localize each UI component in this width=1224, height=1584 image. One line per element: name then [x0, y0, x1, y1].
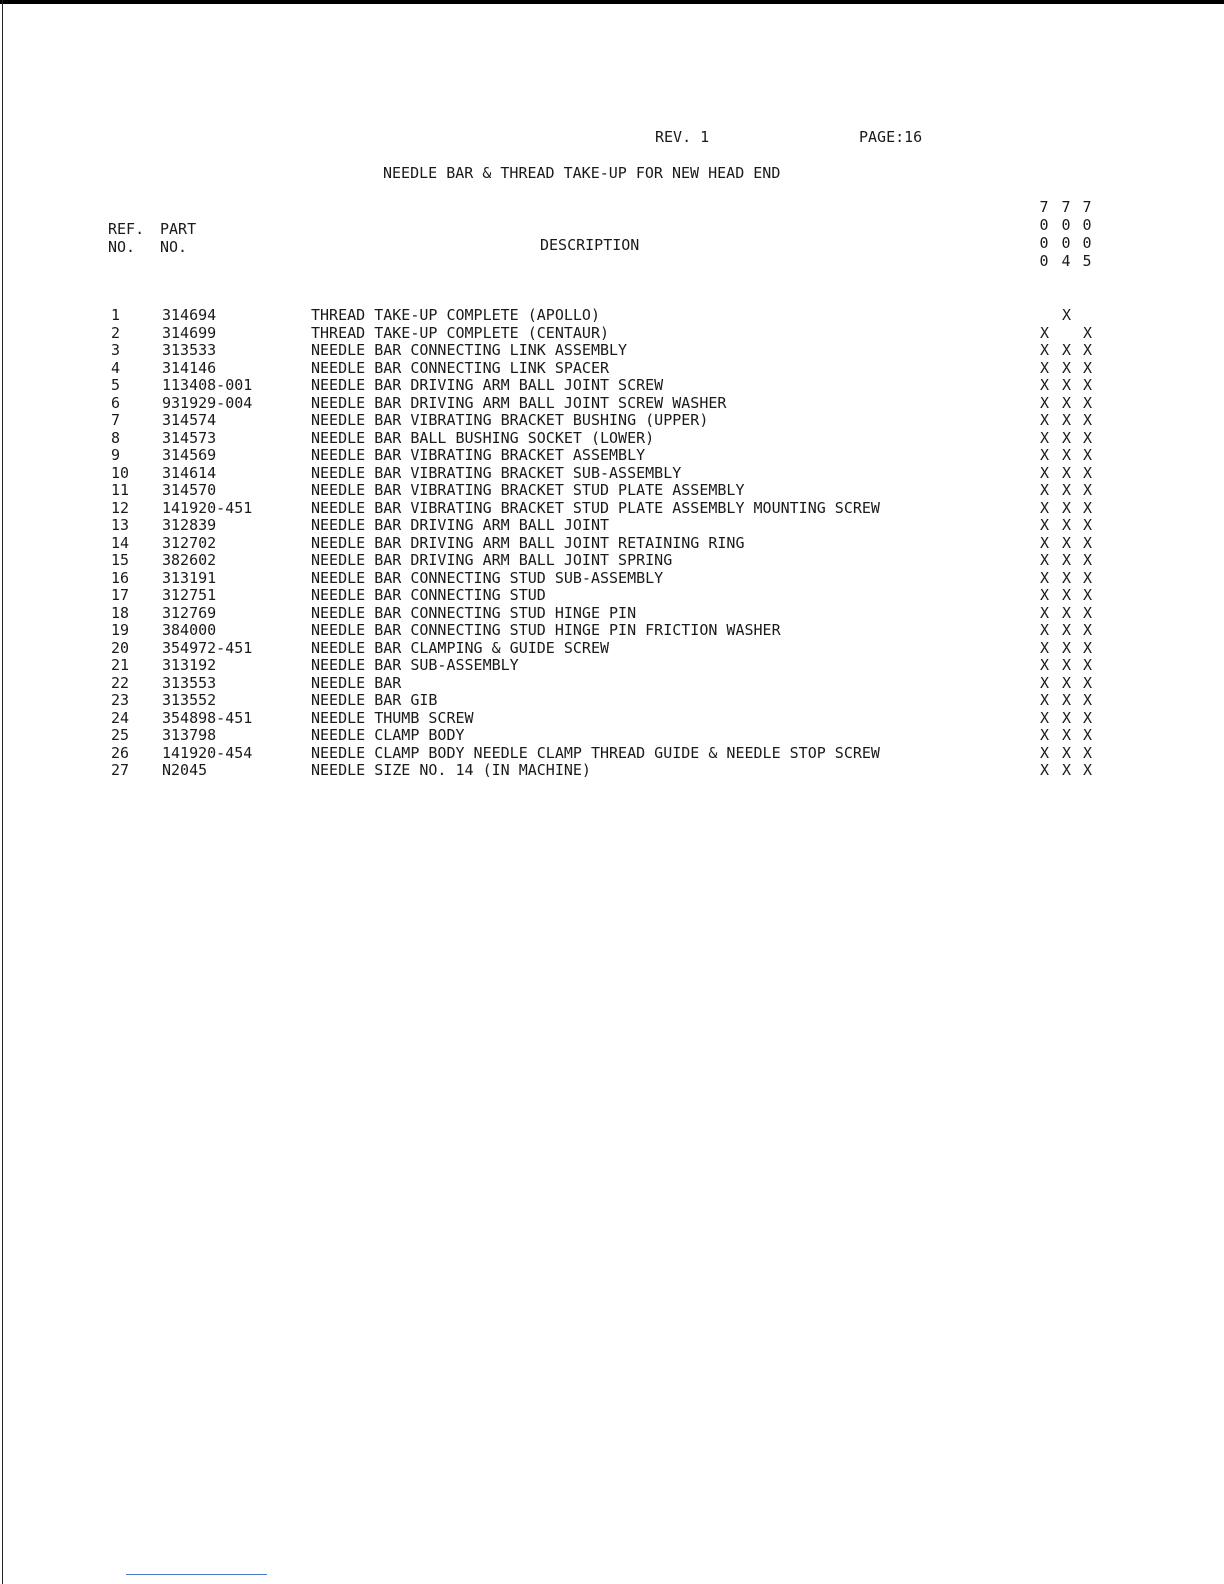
part-description: NEEDLE BAR SUB-ASSEMBLY	[311, 656, 519, 674]
model-7004-mark: X	[1062, 568, 1072, 587]
part-header-line1: PART	[160, 220, 197, 238]
table-row	[0, 395, 1224, 413]
table-row	[0, 377, 1224, 395]
part-description: NEEDLE BAR VIBRATING BRACKET SUB-ASSEMBLY	[311, 463, 682, 482]
model-7000-mark: X	[1040, 586, 1050, 604]
part-description: NEEDLE BAR CLAMPING & GUIDE SCREW	[311, 638, 610, 657]
ref-number: 18	[111, 603, 130, 622]
model-7004-mark: X	[1062, 498, 1072, 517]
model-7000-mark: X	[1040, 708, 1050, 727]
model-digit: 5	[1082, 252, 1092, 270]
table-row	[0, 657, 1224, 675]
ref-number: 8	[111, 428, 121, 447]
table-row	[0, 342, 1224, 360]
model-7000-mark: X	[1040, 358, 1050, 377]
model-7000-mark: X	[1040, 743, 1050, 762]
model-7005-mark: X	[1083, 708, 1093, 727]
table-row	[0, 307, 1224, 325]
ref-number: 9	[111, 446, 121, 464]
table-row	[0, 745, 1224, 763]
model-7004-mark: X	[1062, 586, 1072, 604]
model-7000-mark: X	[1040, 638, 1050, 657]
model-7004-mark: X	[1062, 708, 1072, 727]
ref-number: 25	[111, 726, 130, 744]
part-number: 313192	[162, 656, 217, 674]
model-7000-mark: X	[1040, 673, 1050, 692]
part-description: NEEDLE BAR DRIVING ARM BALL JOINT SCREW	[311, 376, 664, 394]
model-7004-mark: X	[1062, 306, 1072, 324]
model-digit: 0	[1082, 234, 1092, 252]
model-7005-mark: X	[1083, 428, 1093, 447]
part-number: 313552	[162, 691, 217, 709]
model-7005-mark: X	[1083, 446, 1093, 464]
part-number: 382602	[162, 551, 217, 569]
part-number: 931929-004	[162, 393, 253, 412]
ref-number: 15	[111, 551, 130, 569]
ref-number: 3	[111, 341, 121, 359]
model-7005-mark: X	[1083, 323, 1093, 342]
model-7000-mark: X	[1040, 533, 1050, 552]
model-7005-mark: X	[1083, 656, 1093, 674]
model-7004-mark: X	[1062, 691, 1072, 709]
model-7004-mark: X	[1062, 341, 1072, 359]
table-row	[0, 465, 1224, 483]
ref-number: 14	[111, 533, 130, 552]
model-7004-mark: X	[1062, 516, 1072, 534]
part-description: NEEDLE BAR VIBRATING BRACKET STUD PLATE ASSEMBLY MOUNTING SCREW	[311, 498, 880, 517]
part-number: 313798	[162, 726, 217, 744]
model-digit: 7	[1039, 198, 1049, 216]
part-description: NEEDLE BAR CONNECTING STUD HINGE PIN	[311, 603, 637, 622]
part-description: NEEDLE BAR CONNECTING STUD SUB-ASSEMBLY	[311, 568, 664, 587]
table-row	[0, 412, 1224, 430]
model-7004-mark: X	[1062, 603, 1072, 622]
part-number: 312839	[162, 516, 217, 534]
model-7000-mark: X	[1040, 761, 1050, 779]
part-number: 141920-451	[162, 498, 253, 517]
revision-label: REV. 1	[655, 128, 710, 146]
ref-number: 1	[111, 306, 121, 324]
model-7005-mark: X	[1083, 498, 1093, 517]
ref-number: 22	[111, 673, 130, 692]
ref-number: 10	[111, 463, 130, 482]
part-number: 313553	[162, 673, 217, 692]
model-digit: 0	[1039, 252, 1049, 270]
model-7000-mark: X	[1040, 516, 1050, 534]
part-description: NEEDLE BAR	[311, 673, 402, 692]
model-7005-mark: X	[1083, 586, 1093, 604]
part-description: NEEDLE BAR DRIVING ARM BALL JOINT SPRING	[311, 551, 673, 569]
ref-number: 19	[111, 621, 130, 639]
part-description: NEEDLE BAR VIBRATING BRACKET BUSHING (UPPER)	[311, 411, 709, 429]
ref-number: 16	[111, 568, 130, 587]
model-7005-mark: X	[1083, 481, 1093, 499]
table-row	[0, 447, 1224, 465]
part-description: NEEDLE BAR CONNECTING STUD	[311, 586, 546, 604]
part-description: NEEDLE BAR CONNECTING LINK SPACER	[311, 358, 610, 377]
model-7000-mark: X	[1040, 393, 1050, 412]
model-digit: 0	[1082, 216, 1092, 234]
ref-number: 12	[111, 498, 130, 517]
model-7004-mark: X	[1062, 533, 1072, 552]
part-number: 314570	[162, 481, 217, 499]
part-number: 313191	[162, 568, 217, 587]
part-number: N2045	[162, 761, 208, 779]
model-7004-mark: X	[1062, 726, 1072, 744]
model-7004-mark: X	[1062, 638, 1072, 657]
model-7000-mark: X	[1040, 691, 1050, 709]
part-description: NEEDLE BAR DRIVING ARM BALL JOINT RETAINING RING	[311, 533, 745, 552]
ref-number: 4	[111, 358, 121, 377]
table-row	[0, 360, 1224, 378]
table-row	[0, 570, 1224, 588]
ref-number: 27	[111, 761, 130, 779]
table-row	[0, 640, 1224, 658]
model-7000-mark: X	[1040, 568, 1050, 587]
table-row	[0, 587, 1224, 605]
model-7004-mark: X	[1062, 481, 1072, 499]
table-row	[0, 535, 1224, 553]
model-7004-mark: X	[1062, 446, 1072, 464]
part-description: NEEDLE CLAMP BODY	[311, 726, 465, 744]
model-7005-mark: X	[1083, 516, 1093, 534]
model-7005-mark: X	[1083, 603, 1093, 622]
model-7004-mark: X	[1062, 743, 1072, 762]
model-7004-mark: X	[1062, 761, 1072, 779]
part-number: 314699	[162, 323, 217, 342]
model-column-header	[1038, 198, 1050, 270]
model-digit: 0	[1061, 234, 1071, 252]
model-7005-mark: X	[1083, 691, 1093, 709]
model-7004-mark: X	[1062, 656, 1072, 674]
part-description: NEEDLE BAR GIB	[311, 691, 438, 709]
ref-number: 24	[111, 708, 130, 727]
scan-artifact-line	[126, 1574, 267, 1575]
part-number: 384000	[162, 621, 217, 639]
ref-number: 2	[111, 323, 121, 342]
model-7004-mark: X	[1062, 428, 1072, 447]
model-7000-mark: X	[1040, 463, 1050, 482]
model-7000-mark: X	[1040, 376, 1050, 394]
model-7005-mark: X	[1083, 726, 1093, 744]
model-7000-mark: X	[1040, 621, 1050, 639]
page-top-border	[0, 0, 1224, 4]
model-7004-mark: X	[1062, 463, 1072, 482]
part-number: 312702	[162, 533, 217, 552]
model-7005-mark: X	[1083, 376, 1093, 394]
part-number: 312751	[162, 586, 217, 604]
model-7004-mark: X	[1062, 393, 1072, 412]
model-7005-mark: X	[1083, 621, 1093, 639]
table-row	[0, 762, 1224, 780]
model-7005-mark: X	[1083, 533, 1093, 552]
model-7000-mark: X	[1040, 656, 1050, 674]
table-row	[0, 430, 1224, 448]
model-digit: 7	[1061, 198, 1071, 216]
model-7005-mark: X	[1083, 638, 1093, 657]
part-description: NEEDLE BAR CONNECTING STUD HINGE PIN FRICTION WASHER	[311, 621, 781, 639]
model-7000-mark: X	[1040, 411, 1050, 429]
part-description: NEEDLE CLAMP BODY NEEDLE CLAMP THREAD GUIDE & NEEDLE STOP SCREW	[311, 743, 880, 762]
ref-number: 17	[111, 586, 130, 604]
model-7000-mark: X	[1040, 498, 1050, 517]
part-description: NEEDLE BAR BALL BUSHING SOCKET (LOWER)	[311, 428, 655, 447]
model-7004-mark: X	[1062, 621, 1072, 639]
part-description: NEEDLE BAR DRIVING ARM BALL JOINT SCREW WASHER	[311, 393, 727, 412]
model-7000-mark: X	[1040, 551, 1050, 569]
table-row	[0, 727, 1224, 745]
part-description: NEEDLE BAR VIBRATING BRACKET STUD PLATE ASSEMBLY	[311, 481, 745, 499]
model-7005-mark: X	[1083, 761, 1093, 779]
page-left-border	[2, 0, 3, 1584]
ref-header-line1: REF.	[108, 220, 145, 238]
model-column-header	[1081, 198, 1093, 270]
part-number: 312769	[162, 603, 217, 622]
model-7005-mark: X	[1083, 551, 1093, 569]
model-7004-mark: X	[1062, 551, 1072, 569]
model-7005-mark: X	[1083, 568, 1093, 587]
part-description: NEEDLE SIZE NO. 14 (IN MACHINE)	[311, 761, 591, 779]
ref-number: 5	[111, 376, 121, 394]
table-row	[0, 517, 1224, 535]
model-7000-mark: X	[1040, 481, 1050, 499]
ref-number: 13	[111, 516, 130, 534]
description-header: DESCRIPTION	[540, 236, 640, 254]
table-row	[0, 605, 1224, 623]
part-number: 354898-451	[162, 708, 253, 727]
model-7005-mark: X	[1083, 463, 1093, 482]
model-column-header	[1060, 198, 1072, 270]
table-row	[0, 482, 1224, 500]
part-number: 354972-451	[162, 638, 253, 657]
model-digit: 0	[1039, 234, 1049, 252]
table-row	[0, 552, 1224, 570]
model-7005-mark: X	[1083, 393, 1093, 412]
model-7005-mark: X	[1083, 358, 1093, 377]
part-number: 313533	[162, 341, 217, 359]
model-7000-mark: X	[1040, 446, 1050, 464]
parts-list	[0, 307, 1224, 780]
ref-header-line2: NO.	[108, 238, 136, 256]
model-7000-mark: X	[1040, 323, 1050, 342]
ref-number: 6	[111, 393, 121, 412]
part-number: 113408-001	[162, 376, 253, 394]
model-7005-mark: X	[1083, 411, 1093, 429]
ref-number: 26	[111, 743, 130, 762]
model-7004-mark: X	[1062, 673, 1072, 692]
part-description: NEEDLE THUMB SCREW	[311, 708, 474, 727]
part-number: 314573	[162, 428, 217, 447]
table-row	[0, 325, 1224, 343]
part-description: NEEDLE BAR VIBRATING BRACKET ASSEMBLY	[311, 446, 646, 464]
page-number: PAGE:16	[859, 128, 923, 146]
model-7000-mark: X	[1040, 341, 1050, 359]
model-7004-mark: X	[1062, 358, 1072, 377]
ref-number: 23	[111, 691, 130, 709]
model-7000-mark: X	[1040, 428, 1050, 447]
table-row	[0, 500, 1224, 518]
model-7004-mark: X	[1062, 376, 1072, 394]
part-description: THREAD TAKE-UP COMPLETE (APOLLO)	[311, 306, 600, 324]
table-row	[0, 675, 1224, 693]
document-title: NEEDLE BAR & THREAD TAKE-UP FOR NEW HEAD END	[383, 164, 781, 182]
part-description: NEEDLE BAR DRIVING ARM BALL JOINT	[311, 516, 610, 534]
table-row	[0, 692, 1224, 710]
table-row	[0, 710, 1224, 728]
part-number: 314574	[162, 411, 217, 429]
model-7004-mark: X	[1062, 411, 1072, 429]
ref-number: 20	[111, 638, 130, 657]
model-7005-mark: X	[1083, 743, 1093, 762]
part-description: THREAD TAKE-UP COMPLETE (CENTAUR)	[311, 323, 610, 342]
table-row	[0, 622, 1224, 640]
ref-number: 11	[111, 481, 130, 499]
ref-number: 21	[111, 656, 130, 674]
part-number: 141920-454	[162, 743, 253, 762]
model-7000-mark: X	[1040, 603, 1050, 622]
model-digit: 7	[1082, 198, 1092, 216]
model-7000-mark: X	[1040, 726, 1050, 744]
part-description: NEEDLE BAR CONNECTING LINK ASSEMBLY	[311, 341, 628, 359]
part-number: 314614	[162, 463, 217, 482]
model-7005-mark: X	[1083, 341, 1093, 359]
part-number: 314694	[162, 306, 217, 324]
model-7005-mark: X	[1083, 673, 1093, 692]
part-number: 314569	[162, 446, 217, 464]
model-digit: 0	[1039, 216, 1049, 234]
part-header-line2: NO.	[160, 238, 188, 256]
part-number: 314146	[162, 358, 217, 377]
model-digit: 0	[1061, 216, 1071, 234]
model-digit: 4	[1061, 252, 1071, 270]
ref-number: 7	[111, 411, 121, 429]
